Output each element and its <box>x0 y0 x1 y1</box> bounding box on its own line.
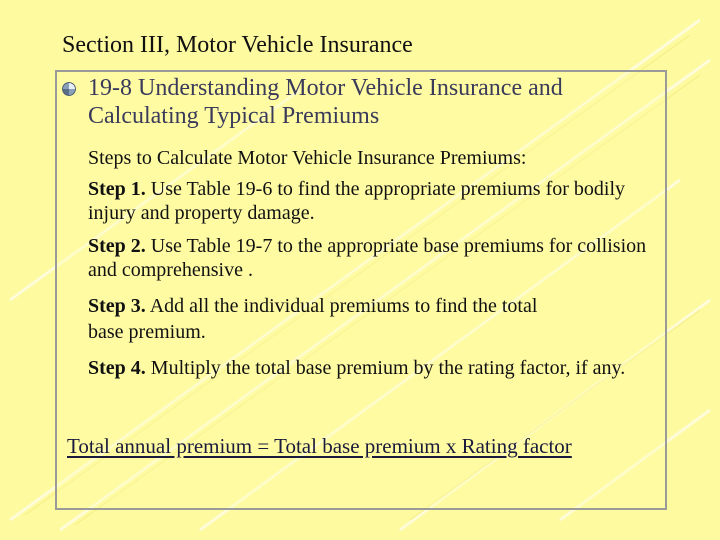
total-premium-formula: Total annual premium = Total base premium x Rating factor <box>67 434 572 458</box>
step-text: Add all the individual premiums to find the total <box>145 295 538 317</box>
step-text: Use Table 19-6 to find the appropriate premiums for bodily injury and property damage. <box>88 178 626 224</box>
step-2 <box>88 234 648 282</box>
sphere-bullet-icon <box>62 82 76 96</box>
steps-intro: Steps to Calculate Motor Vehicle Insurance Premiums: <box>88 147 527 169</box>
step-1 <box>88 177 648 225</box>
step-4 <box>88 356 648 380</box>
step-label: Step 1. <box>88 178 146 200</box>
step-text: Use Table 19-7 to the appropriate base premiums for collision and comprehensive . <box>88 235 647 281</box>
step-label: Step 3. <box>88 295 146 317</box>
section-title: Section III, Motor Vehicle Insurance <box>62 32 413 58</box>
step-label: Step 2. <box>88 235 146 257</box>
slide-heading: 19-8 Understanding Motor Vehicle Insurance and Calculating Typical Premiums <box>88 75 563 129</box>
step-text-continued: base premium. <box>88 321 206 343</box>
step-label: Step 4. <box>88 357 146 379</box>
step-text: Multiply the total base premium by the rating factor, if any. <box>145 357 626 379</box>
step-3 <box>88 294 648 344</box>
